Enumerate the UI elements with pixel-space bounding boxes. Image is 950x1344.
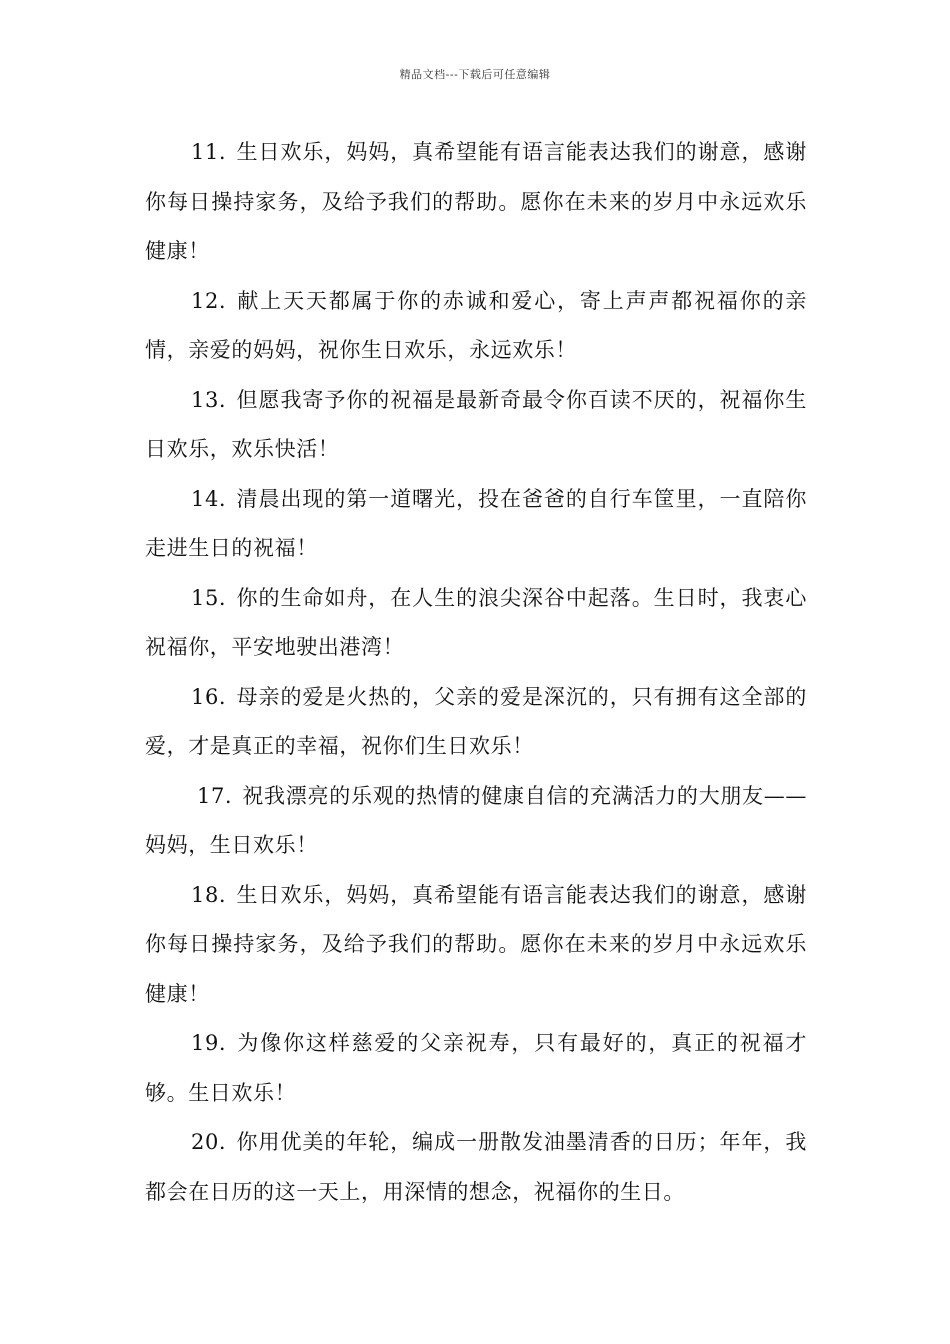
paragraph-number: 17.: [197, 783, 233, 808]
paragraph-number: 12.: [191, 288, 227, 313]
paragraph-number: 18.: [191, 882, 227, 907]
page-header: 精品文档---下载后可任意编辑: [399, 68, 551, 81]
paragraph-14: [145, 475, 807, 574]
paragraph-number: 11.: [191, 140, 227, 164]
paragraph-text: 母亲的爱是火热的，父亲的爱是深沉的，只有拥有这全部的爱，才是真正的幸福，祝你们生日欢乐！: [145, 684, 807, 758]
paragraph-text: 但愿我寄予你的祝福是最新奇最令你百读不厌的，祝福你生日欢乐，欢乐快活！: [145, 387, 807, 461]
paragraph-17: [145, 772, 807, 871]
paragraph-text: 清晨出现的第一道曙光，投在爸爸的自行车筐里，一直陪你走进生日的祝福！: [145, 486, 807, 560]
paragraph-text: 生日欢乐，妈妈，真希望能有语言能表达我们的谢意，感谢你每日操持家务，及给予我们的帮助。愿你在未来的岁月中永远欢乐健康！: [145, 140, 807, 263]
paragraph-13: [145, 376, 807, 475]
paragraph-19: [145, 1019, 807, 1118]
paragraph-number: 15.: [191, 585, 227, 610]
paragraph-number: 13.: [191, 387, 227, 412]
paragraph-text: 献上天天都属于你的赤诚和爱心，寄上声声都祝福你的亲情，亲爱的妈妈，祝你生日欢乐，永远欢乐！: [145, 288, 807, 362]
paragraph-text: 祝我漂亮的乐观的热情的健康自信的充满活力的大朋友——妈妈，生日欢乐！: [145, 783, 807, 857]
paragraph-11: [145, 128, 807, 277]
paragraph-20: [145, 1118, 807, 1217]
paragraph-number: 16.: [191, 684, 227, 709]
paragraph-18: [145, 871, 807, 1020]
paragraph-text: 生日欢乐，妈妈，真希望能有语言能表达我们的谢意，感谢你每日操持家务，及给予我们的帮助。愿你在未来的岁月中永远欢乐健康！: [145, 882, 807, 1006]
paragraph-text: 为像你这样慈爱的父亲祝寿，只有最好的，真正的祝福才够。生日欢乐！: [145, 1031, 807, 1105]
paragraph-15: [145, 574, 807, 673]
paragraph-number: 20.: [191, 1130, 227, 1154]
paragraph-text: 你用优美的年轮，编成一册散发油墨清香的日历；年年，我都会在日历的这一天上，用深情的想念，祝福你的生日。: [145, 1130, 807, 1204]
paragraph-text: 你的生命如舟，在人生的浪尖深谷中起落。生日时，我衷心祝福你，平安地驶出港湾！: [145, 585, 807, 659]
paragraph-number: 19.: [191, 1031, 227, 1055]
document-body: [145, 128, 807, 1217]
paragraph-number: 14.: [191, 486, 227, 511]
paragraph-12: [145, 277, 807, 376]
paragraph-16: [145, 673, 807, 772]
